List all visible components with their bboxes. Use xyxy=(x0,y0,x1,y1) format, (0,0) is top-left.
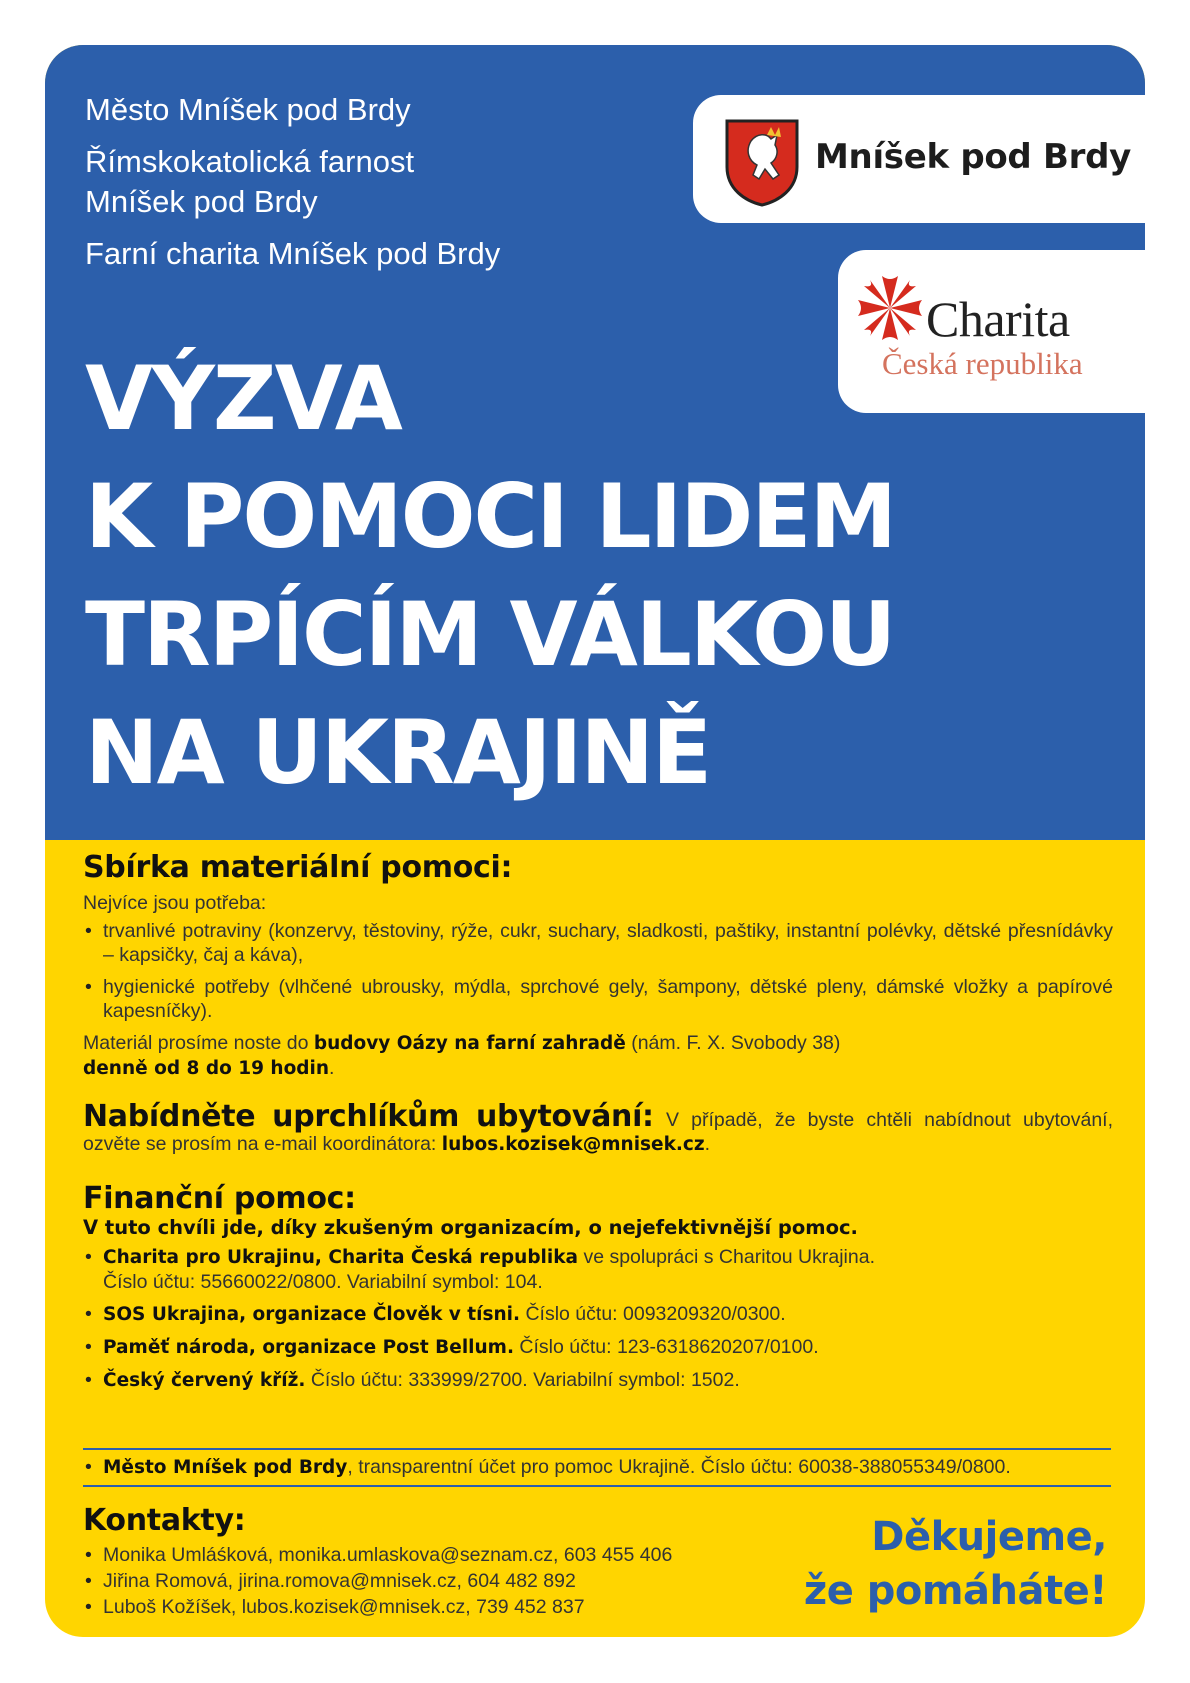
list-item: • hygienické potřeby (vlhčené ubrousky, mýdla, sprchové gely, šampony, dětské pleny, dámské vložky a papírové kapesníčky). xyxy=(83,975,1113,1023)
material-note: Materiál prosíme noste do budovy Oázy na farní zahradě (nám. F. X. Svobody 38) denně od 8 do 19 hodin. xyxy=(83,1032,841,1079)
financial-subtitle: V tuto chvíli jde, díky zkušeným organizacím, o nejefektivnější pomoc. xyxy=(83,1216,858,1239)
material-list xyxy=(83,919,1113,1023)
thanks-line: že pomáháte! xyxy=(803,1568,1107,1614)
list-item: • Luboš Kožíšek, lubos.kozisek@mnisek.cz, 739 452 837 xyxy=(83,1594,672,1620)
divider-top xyxy=(83,1448,1111,1450)
housing-section: Nabídněte uprchlíkům ubytování: V případě, že byste chtěli nabídnout ubytování, ozvěte se prosím na e-mail koordinátora: lubos.kozisek@mnisek.cz. xyxy=(83,1099,1114,1155)
list-item: • Jiřina Romová, jirina.romova@mnisek.cz, 604 482 892 xyxy=(83,1568,672,1594)
thanks-line: Děkujeme, xyxy=(871,1514,1107,1560)
thanks-message xyxy=(804,1510,1107,1618)
charita-logo-subtitle: Česká republika xyxy=(882,346,1083,381)
list-item: • SOS Ukrajina, organizace Člověk v tísni. Číslo účtu: 0093209320/0300. xyxy=(83,1302,1113,1327)
organizer-parish-line2: Mníšek pod Brdy xyxy=(85,184,318,219)
organizer-parish-line1: Římskokatolická farnost xyxy=(85,144,415,179)
blue-header xyxy=(45,45,1145,840)
poster xyxy=(45,45,1145,1637)
coordinator-email[interactable]: lubos.kozisek@mnisek.cz xyxy=(441,1134,705,1155)
town-coat-of-arms-icon xyxy=(723,117,801,207)
material-intro: Nejvíce jsou potřeba: xyxy=(83,892,267,914)
yellow-content xyxy=(83,850,1113,1393)
financial-title: Finanční pomoc: xyxy=(83,1181,356,1216)
organizer-town: Město Mníšek pod Brdy xyxy=(85,92,411,127)
opening-hours: denně od 8 do 19 hodin xyxy=(83,1058,330,1079)
headline-line: K POMOCI LIDEM xyxy=(85,465,896,568)
list-item: • Charita pro Ukrajinu, Charita Česká republika ve spolupráci s Charitou Ukrajina. Číslo účtu: 55660022/0800. Variabilní symbol: 104. xyxy=(83,1245,1113,1294)
list-item: • Město Mníšek pod Brdy, transparentní účet pro pomoc Ukrajině. Číslo účtu: 60038-388055349/0800. xyxy=(83,1455,1113,1480)
town-logo-name: Mníšek pod Brdy xyxy=(815,137,1131,177)
headline-line: VÝZVA xyxy=(85,347,401,450)
headline-line: NA UKRAJINĚ xyxy=(85,701,711,804)
organizers xyxy=(85,90,500,274)
organizer-charity: Farní charita Mníšek pod Brdy xyxy=(85,236,501,271)
headline xyxy=(85,340,895,812)
housing-title: Nabídněte uprchlíkům ubytování: xyxy=(83,1099,654,1134)
contacts-section xyxy=(83,1503,672,1620)
charita-logo-name: Charita xyxy=(926,291,1070,347)
list-item: • Paměť národa, organizace Post Bellum. Číslo účtu: 123-6318620207/0100. xyxy=(83,1335,1113,1360)
drop-off-location: budovy Oázy na farní zahradě xyxy=(313,1033,626,1054)
material-title: Sbírka materiální pomoci: xyxy=(83,850,513,885)
list-item: • Český červený kříž. Číslo účtu: 333999/2700. Variabilní symbol: 1502. xyxy=(83,1368,1113,1393)
housing-text: V případě, že byste chtěli nabídnout ubytování, ozvěte se prosím na e-mail koordinátora: xyxy=(83,1109,1114,1155)
town-logo xyxy=(693,95,1145,223)
list-item: • trvanlivé potraviny (konzervy, těstoviny, rýže, cukr, suchary, sladkosti, paštiky, instantní polévky, dětské přesnídávky – kapsičky, čaj a káva), xyxy=(83,919,1113,967)
list-item: • Monika Umláśková, monika.umlaskova@seznam.cz, 603 455 406 xyxy=(83,1542,672,1568)
town-account xyxy=(83,1455,1113,1480)
contacts-list xyxy=(83,1542,672,1620)
headline-line: TRPÍCÍM VÁLKOU xyxy=(85,583,895,686)
charita-cross-icon xyxy=(854,272,926,344)
divider-bottom xyxy=(83,1485,1111,1487)
contacts-title: Kontakty: xyxy=(83,1503,246,1538)
financial-list xyxy=(83,1245,1113,1393)
